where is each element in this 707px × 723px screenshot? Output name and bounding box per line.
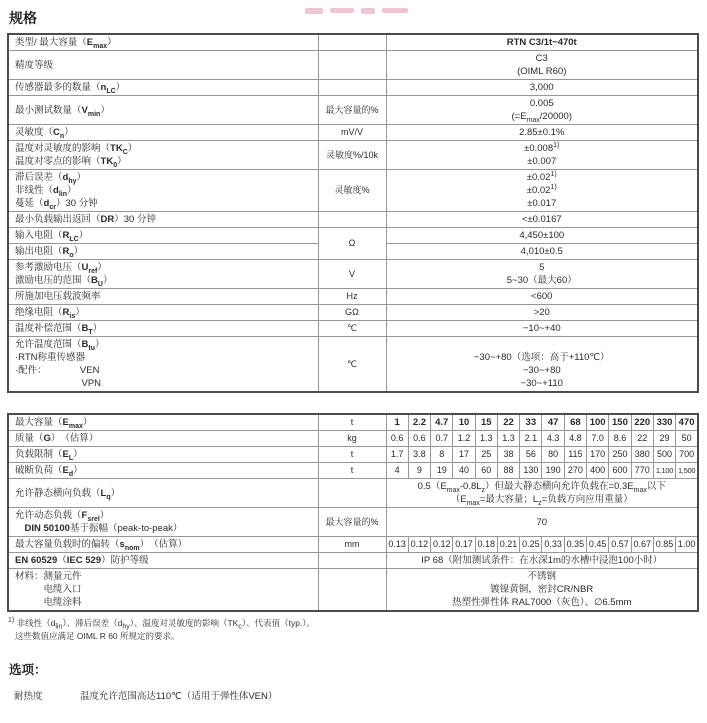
capacity-unit: mm bbox=[318, 537, 386, 553]
spec-value: <±0.0167 bbox=[386, 212, 698, 228]
capacity-cell: 50 bbox=[676, 431, 698, 447]
capacity-cell: 0.12 bbox=[431, 537, 453, 553]
capacity-cell: 770 bbox=[631, 463, 653, 479]
spec-label: 绝缘电阻$(R_{is})$ bbox=[8, 305, 318, 321]
table-row bbox=[8, 537, 698, 553]
capacity-cell: 10 bbox=[453, 414, 475, 431]
spec-value: 4,450±100 bbox=[386, 228, 698, 244]
capacity-cell: 0.12 bbox=[408, 537, 430, 553]
capacity-cell: 0.17 bbox=[453, 537, 475, 553]
table-row bbox=[8, 34, 698, 51]
capacity-cell: 4.3 bbox=[542, 431, 564, 447]
capacity-unit: 最大容量的% bbox=[318, 508, 386, 537]
capacity-cell: 1.3 bbox=[497, 431, 519, 447]
spec-label: 所施加电压载波频率 bbox=[8, 289, 318, 305]
capacity-cell: 190 bbox=[542, 463, 564, 479]
capacity-cell: 0.6 bbox=[386, 431, 408, 447]
spec-value: 4,010±0.5 bbox=[386, 244, 698, 260]
capacity-cell: 0.7 bbox=[431, 431, 453, 447]
capacity-cell: 1.3 bbox=[475, 431, 497, 447]
capacity-span-value: 不锈钢 镀镍黄铜，密封CR/NBR 热塑性弹性体 RAL7000（灰色）、∅6.5mm bbox=[386, 569, 698, 612]
capacity-label: EN 60529（IEC 529）防护等级 bbox=[8, 553, 318, 569]
table-row bbox=[8, 228, 698, 244]
capacity-cell: 2.1 bbox=[520, 431, 542, 447]
spec-value: −10~+40 bbox=[386, 321, 698, 337]
spec-unit bbox=[318, 212, 386, 228]
capacity-cell: 1.2 bbox=[453, 431, 475, 447]
capacity-cell: 29 bbox=[653, 431, 675, 447]
capacity-cell: 400 bbox=[587, 463, 609, 479]
capacity-cell: 0.6 bbox=[408, 431, 430, 447]
capacity-cell: 60 bbox=[475, 463, 497, 479]
capacity-cell: 380 bbox=[631, 447, 653, 463]
options-heading: 选项： bbox=[9, 663, 47, 677]
table-row bbox=[8, 141, 698, 170]
capacity-cell: 170 bbox=[587, 447, 609, 463]
capacity-cell: 150 bbox=[609, 414, 631, 431]
capacity-label: 破断负荷$(E_d)$ bbox=[8, 463, 318, 479]
spec-value: $\pm 0.008^{1)}$ ±0.007 bbox=[386, 141, 698, 170]
spec-unit: Ω bbox=[318, 228, 386, 260]
capacity-cell: 56 bbox=[520, 447, 542, 463]
capacity-cell: 250 bbox=[609, 447, 631, 463]
capacity-unit: t bbox=[318, 447, 386, 463]
spec-label: 温度对灵敏度的影响$(TK_C)$ 温度对零点的影响$(TK_0)$ bbox=[8, 141, 318, 170]
capacity-cell: 1.00 bbox=[676, 537, 698, 553]
capacity-cell: 0.67 bbox=[631, 537, 653, 553]
spec-label: 滞后误差$(d_{hy})$ 非线性$(d_{lin})$ 蔓延$(d_{cr})30$ 分钟 bbox=[8, 170, 318, 212]
spec-unit: ℃ bbox=[318, 321, 386, 337]
spec-value: RTN C3/1t~470t bbox=[386, 34, 698, 51]
capacity-cell: 500 bbox=[653, 447, 675, 463]
spec-unit: V bbox=[318, 260, 386, 289]
capacity-cell: 0.25 bbox=[520, 537, 542, 553]
capacity-cell: 1,500 bbox=[676, 463, 698, 479]
capacity-cell: 9 bbox=[408, 463, 430, 479]
capacity-cell: 4.7 bbox=[431, 414, 453, 431]
table-row bbox=[8, 447, 698, 463]
capacity-cell: 7.0 bbox=[587, 431, 609, 447]
table-row bbox=[8, 508, 698, 537]
capacity-cell: 0.35 bbox=[564, 537, 586, 553]
capacity-unit bbox=[318, 479, 386, 508]
capacity-cell: 470 bbox=[676, 414, 698, 431]
table-row bbox=[8, 260, 698, 289]
table-row bbox=[8, 212, 698, 228]
spec-label: 灵敏度$(C_n)$ bbox=[8, 125, 318, 141]
spec-value: <600 bbox=[386, 289, 698, 305]
capacity-cell: 330 bbox=[653, 414, 675, 431]
spec-value: 2.85±0.1% bbox=[386, 125, 698, 141]
footnotes bbox=[8, 617, 707, 642]
capacity-cell: 130 bbox=[520, 463, 542, 479]
option-item bbox=[14, 688, 707, 702]
capacity-cell: 22 bbox=[497, 414, 519, 431]
capacity-unit: t bbox=[318, 414, 386, 431]
spec-unit: GΩ bbox=[318, 305, 386, 321]
capacity-table bbox=[7, 413, 699, 612]
capacity-cell: 0.13 bbox=[386, 537, 408, 553]
table-row bbox=[8, 321, 698, 337]
capacity-label: 材料：测量元件 电缆入口 电缆涂料 bbox=[8, 569, 318, 612]
capacity-label: 最大容量$(E_{max})$ bbox=[8, 414, 318, 431]
capacity-cell: 270 bbox=[564, 463, 586, 479]
spec-label: 最小负载输出返回（DR）30 分钟 bbox=[8, 212, 318, 228]
capacity-cell: 115 bbox=[564, 447, 586, 463]
spec-value: C3 (OIML R60) bbox=[386, 51, 698, 80]
spec-value: >20 bbox=[386, 305, 698, 321]
spec-unit: Hz bbox=[318, 289, 386, 305]
capacity-cell: 100 bbox=[587, 414, 609, 431]
table-row bbox=[8, 553, 698, 569]
capacity-cell: 1.7 bbox=[386, 447, 408, 463]
spec-unit: 灵敏度%/10k bbox=[318, 141, 386, 170]
spec-unit bbox=[318, 34, 386, 51]
capacity-cell: 600 bbox=[609, 463, 631, 479]
spec-unit bbox=[318, 80, 386, 96]
capacity-span-value: $0.5(E_{max}-0.8L_z)$但最大静态横向允许负载在$=0.3E_{max}$以下 （$E_{max}=$最大容量；$L_z=$负载方向应用重量） bbox=[386, 479, 698, 508]
spec-unit: ℃ bbox=[318, 337, 386, 393]
footnote-line-2: 这些数值应满足 OIML R 60 所规定的要求。 bbox=[15, 630, 180, 641]
footnote-line-1: $^{1)}$ 非线性$(d_{lin})$、滞后误差$(d_{hy})$、温度对灵敏度的影响$(TK_c)$、代表值（typ.）。 bbox=[8, 617, 316, 631]
capacity-cell: 33 bbox=[520, 414, 542, 431]
spec-label: 参考激励电压$(U_{ref})$ 激励电压的范围$(B_U)$ bbox=[8, 260, 318, 289]
capacity-cell: 17 bbox=[453, 447, 475, 463]
capacity-cell: 2.2 bbox=[408, 414, 430, 431]
option-desc: 温度允许范围高达110℃（适用于弹性体VEN） bbox=[80, 691, 278, 702]
capacity-cell: 0.57 bbox=[609, 537, 631, 553]
table-row bbox=[8, 305, 698, 321]
spec-value: 0.005 $(=E_{max}/20000)$ bbox=[386, 96, 698, 125]
capacity-cell: 3.8 bbox=[408, 447, 430, 463]
table-row bbox=[8, 96, 698, 125]
capacity-span-value: 70 bbox=[386, 508, 698, 537]
table-row bbox=[8, 289, 698, 305]
capacity-cell: 68 bbox=[564, 414, 586, 431]
spec-value: −30~+80（选项：高于+110℃） −30~+80 −30~+110 bbox=[386, 337, 698, 393]
capacity-span-value: IP 68（附加测试条件：在水深1m的水槽中浸泡100小时） bbox=[386, 553, 698, 569]
spec-label: 精度等级 bbox=[8, 51, 318, 80]
page-title: 规格 bbox=[9, 10, 37, 26]
capacity-unit bbox=[318, 569, 386, 612]
capacity-cell: 15 bbox=[475, 414, 497, 431]
top-watermark-remnant bbox=[305, 8, 408, 14]
spec-label: 传感器最多的数量$(n_{LC})$ bbox=[8, 80, 318, 96]
spec-label: 类型/ 最大容量$(E_{max})$ bbox=[8, 34, 318, 51]
spec-label: 温度补偿范围$(B_T)$ bbox=[8, 321, 318, 337]
spec-unit: 灵敏度% bbox=[318, 170, 386, 212]
capacity-cell: 8.6 bbox=[609, 431, 631, 447]
capacity-cell: 22 bbox=[631, 431, 653, 447]
spec-table bbox=[7, 33, 699, 393]
capacity-cell: 80 bbox=[542, 447, 564, 463]
spec-value: 5 5~30（最大60） bbox=[386, 260, 698, 289]
spec-label: 允许温度范围$(B_{tu})$ ·RTN称重传感器 ·配件： VEN VPN bbox=[8, 337, 318, 393]
spec-unit: mV/V bbox=[318, 125, 386, 141]
capacity-label: 允许静态横向负载$(L_q)$ bbox=[8, 479, 318, 508]
capacity-cell: 88 bbox=[497, 463, 519, 479]
spec-label: 输入电阻$(R_{LC})$ bbox=[8, 228, 318, 244]
capacity-cell: 0.85 bbox=[653, 537, 675, 553]
table-row bbox=[8, 170, 698, 212]
table-row bbox=[8, 431, 698, 447]
capacity-unit: kg bbox=[318, 431, 386, 447]
table-row bbox=[8, 463, 698, 479]
capacity-cell: 220 bbox=[631, 414, 653, 431]
capacity-cell: 0.18 bbox=[475, 537, 497, 553]
capacity-label: 负载限制$(E_L)$ bbox=[8, 447, 318, 463]
spec-unit bbox=[318, 51, 386, 80]
capacity-cell: 0.21 bbox=[497, 537, 519, 553]
spec-value: $\pm 0.02^{1)}$ $\pm 0.02^{1)}$ ±0.017 bbox=[386, 170, 698, 212]
table-row bbox=[8, 125, 698, 141]
capacity-cell: 0.33 bbox=[542, 537, 564, 553]
capacity-cell: 8 bbox=[431, 447, 453, 463]
capacity-cell: 25 bbox=[475, 447, 497, 463]
table-row bbox=[8, 479, 698, 508]
capacity-cell: 47 bbox=[542, 414, 564, 431]
capacity-label: 最大容量负载时的偏转$(s_{nom})$ （估算） bbox=[8, 537, 318, 553]
capacity-unit bbox=[318, 553, 386, 569]
capacity-cell: 4 bbox=[386, 463, 408, 479]
capacity-cell: 1,100 bbox=[653, 463, 675, 479]
option-name: 耐热度 bbox=[14, 691, 43, 702]
capacity-cell: 0.45 bbox=[587, 537, 609, 553]
capacity-cell: 700 bbox=[676, 447, 698, 463]
capacity-cell: 40 bbox=[453, 463, 475, 479]
capacity-cell: 4.8 bbox=[564, 431, 586, 447]
table-row bbox=[8, 80, 698, 96]
capacity-cell: 38 bbox=[497, 447, 519, 463]
table-row bbox=[8, 337, 698, 393]
capacity-label: 允许动态负载$(F_{srel})$ DIN 50100基于振幅（peak-to-peak） bbox=[8, 508, 318, 537]
capacity-cell: 19 bbox=[431, 463, 453, 479]
capacity-cell: 1 bbox=[386, 414, 408, 431]
table-row bbox=[8, 51, 698, 80]
spec-unit: 最大容量的% bbox=[318, 96, 386, 125]
capacity-unit: t bbox=[318, 463, 386, 479]
spec-label: 输出电阻$(R_o)$ bbox=[8, 244, 318, 260]
table-row bbox=[8, 414, 698, 431]
capacity-label: 质量（G） （估算） bbox=[8, 431, 318, 447]
table-row bbox=[8, 569, 698, 612]
spec-label: 最小测试数量$(V_{min})$ bbox=[8, 96, 318, 125]
spec-value: 3,000 bbox=[386, 80, 698, 96]
